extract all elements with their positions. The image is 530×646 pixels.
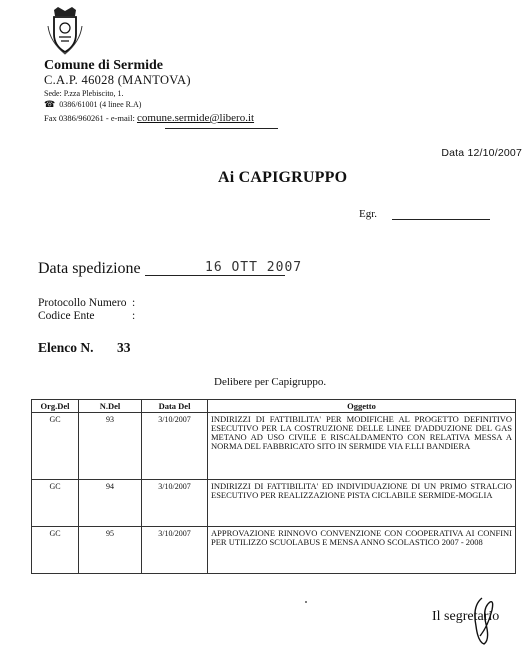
fax-label: Fax 0386/960261 - e-mail:: [44, 113, 135, 123]
telephone-number: 0386/61001 (4 linee R.A): [59, 100, 142, 109]
list-label: Elenco N.: [38, 340, 94, 355]
column-header-org: Org.Del: [32, 400, 79, 413]
header-divider: [165, 128, 278, 129]
entity-code-label: Codice Ente: [38, 310, 95, 322]
cell-number: 93: [79, 413, 142, 480]
column-header-date: Data Del: [142, 400, 208, 413]
resolutions-table: [31, 399, 516, 574]
cell-date: 3/10/2007: [142, 480, 208, 527]
signature-label: Il segretario: [432, 609, 500, 624]
cell-date: 3/10/2007: [142, 413, 208, 480]
stray-dot: [305, 601, 307, 603]
table-caption: Delibere per Capigruppo.: [214, 376, 327, 388]
postal-code-line: C.A.P. 46028 (MANTOVA): [44, 73, 191, 87]
cell-subject: INDIRIZZI DI FATTIBILITA' PER MODIFICHE AL PROGETTO DEFINITIVO ESECUTIVO PER LA COSTRUZIONE DELLE LINEE D'ADDUZIONE DEL GAS METANO AD USO CIVILE E RISCALDAMENTO CON RELATIVA MESSA A NORMA DEL FABBRICATO SITO IN SERMIDE VIA F.LLI BANDIERA: [208, 413, 516, 480]
document-date: Data 12/10/2007: [441, 147, 522, 159]
cell-subject: APPROVAZIONE RINNOVO CONVENZIONE CON COOPERATIVA AI CONFINI PER UTILIZZO SCUOLABUS E MENSA ANNO SCOLASTICO 2007 - 2008: [208, 527, 516, 574]
column-header-number: N.Del: [79, 400, 142, 413]
municipal-crest-icon: [46, 6, 84, 56]
table-row: [32, 480, 516, 527]
cell-subject: INDIRIZZI DI FATTIBILITA' ED INDIVIDUAZIONE DI UN PRIMO STRALCIO ESECUTIVO PER REALIZZAZIONE PISTA CICLABILE SERMIDE-MOGLIA: [208, 480, 516, 527]
entity-code-colon: :: [132, 310, 136, 322]
shipping-date-label: Data spedizione: [38, 260, 141, 277]
cell-date: 3/10/2007: [142, 527, 208, 574]
table-header-row: [32, 400, 516, 413]
recipient-blank-line: [392, 219, 490, 220]
table-row: [32, 527, 516, 574]
cell-org: GC: [32, 480, 79, 527]
cell-number: 94: [79, 480, 142, 527]
cell-org: GC: [32, 413, 79, 480]
recipient-label: Egr.: [359, 208, 378, 220]
municipality-name: Comune di Sermide: [44, 58, 163, 73]
document-heading: Ai CAPIGRUPPO: [218, 169, 348, 186]
table-row: [32, 413, 516, 480]
column-header-subject: Oggetto: [208, 400, 516, 413]
cell-org: GC: [32, 527, 79, 574]
fax-email-line: [44, 112, 254, 124]
email-link[interactable]: comune.sermide@libero.it: [137, 112, 255, 124]
protocol-number-label: Protocollo Numero: [38, 297, 127, 309]
handwritten-signature: [462, 596, 500, 646]
telephone-icon: ☎: [44, 99, 56, 109]
address-line: Sede: P.zza Plebiscito, 1.: [44, 89, 124, 98]
list-number: 33: [117, 340, 131, 355]
cell-number: 95: [79, 527, 142, 574]
telephone-line: [44, 99, 141, 110]
shipping-date-stamp: 16 OTT 2007: [205, 260, 303, 275]
protocol-colon: :: [132, 297, 136, 309]
shipping-date-line: [145, 275, 285, 276]
